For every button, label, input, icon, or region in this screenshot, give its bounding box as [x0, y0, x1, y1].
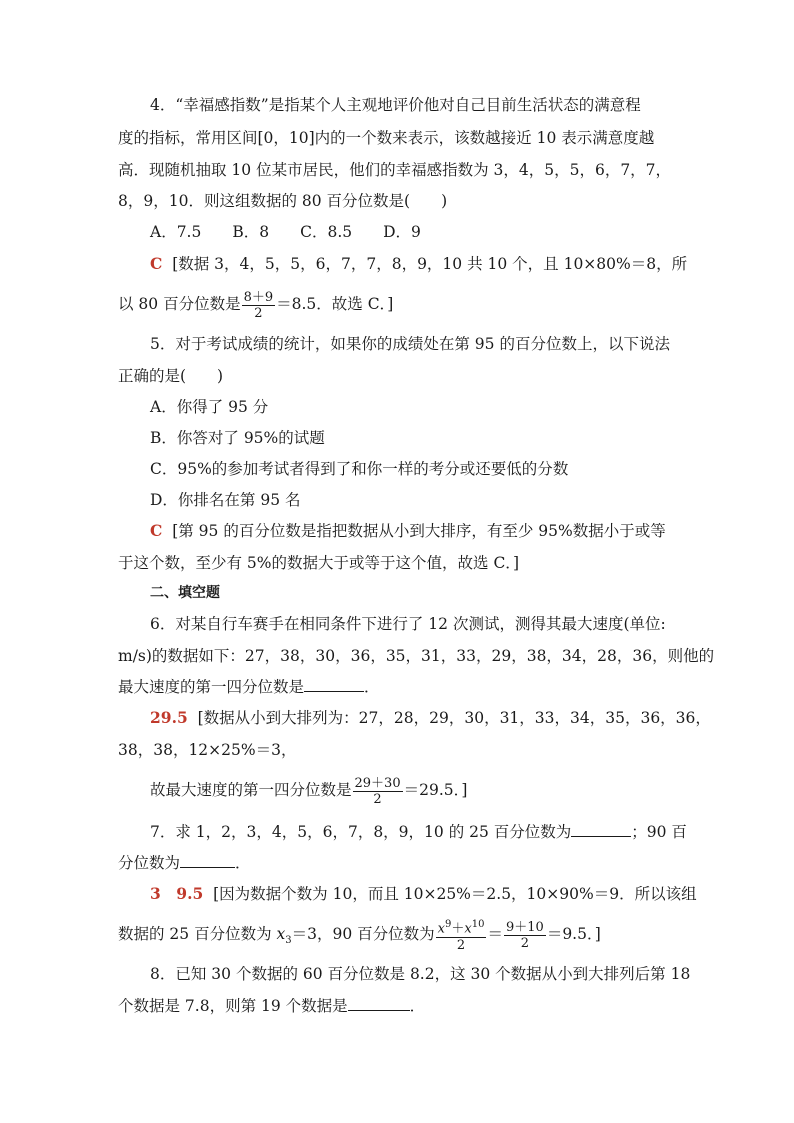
q4-answer: C [150, 254, 163, 273]
q7-fraction-2-numerator: 9＋10 [505, 919, 544, 935]
q6-answer: 29.5 [150, 708, 188, 727]
q7-solution-suffix: ＝9.5．] [546, 925, 601, 943]
q7-solution-text: [因为数据个数为 10，而且 10×25%＝2.5，10×90%＝9．所以该组 [213, 885, 697, 903]
q5-solution-line-1 [150, 521, 666, 541]
q4-line-4: 8，9，10．则这组数据的 80 百分位数是( ) [118, 192, 448, 210]
q7-line-1-end: ；90 百 [631, 823, 687, 841]
q7-answer: 3 9.5 [150, 884, 204, 903]
q5-option-c: C．95%的参加考试者得到了和你一样的考分或还要低的分数 [150, 460, 569, 478]
q6-line-2: m/s)的数据如下：27，38，30，36，35，31，33，29，38，34，28，36，则他的 [118, 647, 715, 665]
q6-answer-blank [304, 677, 364, 692]
q7-fraction-1-numerator [436, 917, 487, 937]
q4-solution-prefix: 以 80 百分位数是 [118, 295, 241, 313]
q7-line-2-end: ． [235, 854, 251, 872]
q6-line-1: 6．对某自行车赛手在相同条件下进行了 12 次测试，测得其最大速度(单位: [150, 615, 666, 633]
q8-line-2-end: ． [409, 997, 426, 1015]
q4-line-1: 4．“幸福感指数”是指某个人主观地评价他对自己目前生活状态的满意程 [150, 96, 641, 114]
q6-fraction-denominator: 2 [373, 791, 382, 807]
q6-fraction [353, 776, 403, 807]
q5-solution-line-2: 于这个数，至少有 5%的数据大于或等于这个值，故选 C．] [118, 554, 520, 572]
q6-solution-suffix: ＝29.5．] [403, 781, 468, 799]
q7-x10-superscript: 10 [471, 919, 485, 931]
q6-solution-prefix: 故最大速度的第一四分位数是 [150, 781, 352, 799]
q7-x10-variable: x [464, 921, 472, 937]
q4-solution-line-1 [150, 254, 687, 274]
q7-x9-variable: x [437, 921, 445, 937]
q6-line-3 [118, 677, 380, 697]
q7-blank-1 [571, 822, 631, 837]
q7-fraction-1-denominator: 2 [456, 937, 466, 953]
q7-solution-line-1 [150, 884, 697, 904]
q8-answer-blank [348, 996, 410, 1011]
q7-solution-prefix: 数据的 25 百分位数为 [118, 925, 277, 943]
q7-equals: ＝ [487, 925, 503, 943]
q7-fraction-1 [436, 917, 487, 952]
q5-line-2: 正确的是( ) [118, 367, 224, 385]
q7-line-1-text: 7．求 1，2，3，4，5，6，7，8，9，10 的 25 百分位数为 [150, 823, 572, 841]
q5-option-b: B．你答对了 95%的试题 [150, 429, 325, 447]
q5-solution-text: [第 95 的百分位数是指把数据从小到大排序，有至少 95%数据小于或等 [172, 522, 666, 540]
q6-solution-line-1 [150, 708, 711, 728]
q5-option-a: A．你得了 95 分 [150, 398, 269, 416]
q7-x-subscript: 3 [285, 935, 292, 947]
q7-solution-middle: ＝3，90 百分位数为 [291, 925, 435, 943]
q5-line-1: 5．对于考试成绩的统计，如果你的成绩处在第 95 的百分位数上，以下说法 [150, 335, 670, 353]
q4-line-3: 高．现随机抽取 10 位某市居民，他们的幸福感指数为 3，4，5，5，6，7，7， [118, 161, 672, 179]
q4-solution-text: [数据 3，4，5，5，6，7，7，8，9，10 共 10 个，且 10×80%＝8，所 [172, 255, 688, 273]
q7-line-2-text: 分位数为 [118, 854, 181, 872]
q6-line-3-end: ． [364, 678, 380, 696]
q8-line-2-text: 个数据是 7.8，则第 19 个数据是 [118, 997, 348, 1015]
q5-option-d: D．你排名在第 95 名 [150, 491, 301, 509]
q4-options: A．7.5 B．8 C．8.5 D．9 [150, 223, 421, 241]
q7-blank-2 [180, 853, 235, 868]
q5-answer: C [150, 521, 163, 540]
q4-line-2: 度的指标，常用区间[0，10]内的一个数来表示，该数越接近 10 表示满意度越 [118, 129, 655, 147]
q7-line-2 [118, 853, 251, 873]
section-heading-fill-in: 二、填空题 [150, 585, 220, 601]
q8-line-2 [118, 996, 425, 1016]
q4-fraction-denominator: 2 [254, 305, 263, 321]
q4-fraction-numerator: 8＋9 [243, 289, 274, 305]
q6-solution-text: [数据从小到大排列为：27，28，29，30，31，33，34，35，36，36， [197, 709, 711, 727]
q8-line-1: 8．已知 30 个数据的 60 百分位数是 8.2，这 30 个数据从小到大排列后第 18 [150, 965, 691, 983]
q6-solution-line-3 [150, 772, 467, 808]
q7-plus-sign: ＋ [451, 921, 465, 937]
q6-line-3-text: 最大速度的第一四分位数是 [118, 678, 305, 696]
q6-fraction-numerator: 29＋30 [354, 775, 401, 791]
q4-solution-line-2 [118, 286, 393, 322]
q7-x-variable: x [276, 925, 286, 943]
q7-x9-superscript: 9 [445, 919, 452, 931]
q7-fraction-2 [504, 920, 546, 951]
q7-line-1 [150, 822, 687, 842]
q4-solution-suffix: ＝8.5．故选 C．] [276, 295, 394, 313]
q6-solution-line-2: 38，38，12×25%＝3， [118, 741, 297, 759]
q4-fraction [242, 290, 276, 321]
q7-fraction-2-denominator: 2 [520, 935, 530, 951]
q7-solution-line-2 [118, 914, 601, 961]
